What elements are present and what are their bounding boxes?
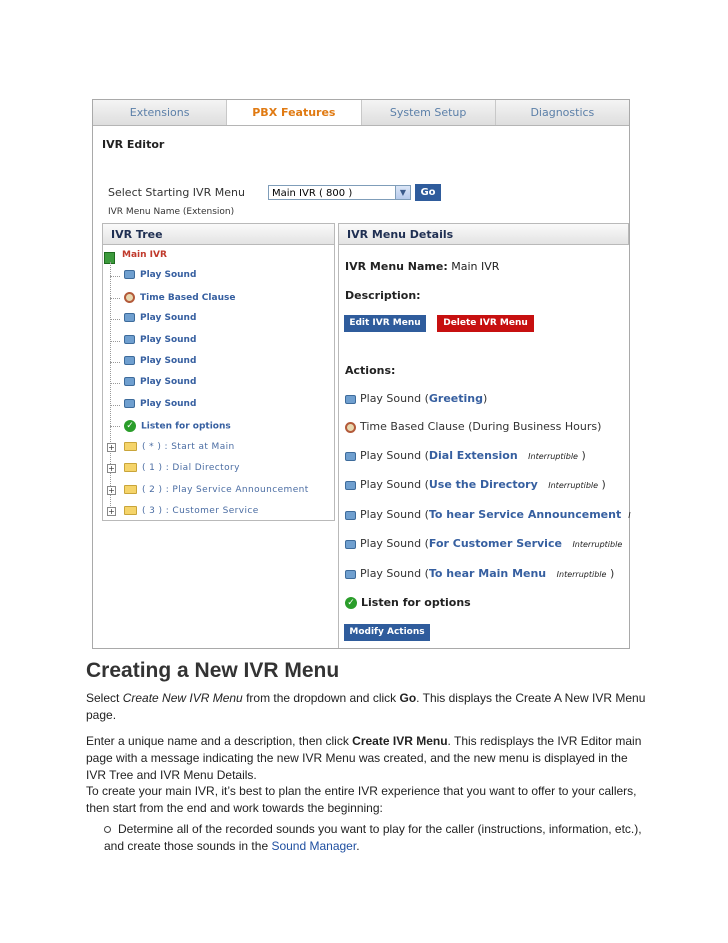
tree-folder-label: ( 2 ) : Play Service Announcement	[142, 485, 309, 495]
tab-system-setup[interactable]: System Setup	[362, 100, 496, 125]
tree-folder-service-announcement[interactable]	[124, 485, 309, 495]
speech-icon	[345, 540, 356, 549]
expand-icon[interactable]: +	[108, 507, 115, 516]
modify-actions-button[interactable]: Modify Actions	[344, 624, 430, 641]
tree-item-label: Play Sound	[140, 335, 197, 345]
action-text: )	[601, 478, 606, 491]
action-link[interactable]: Dial Extension	[428, 449, 518, 462]
action-text: Listen for options	[361, 596, 471, 609]
clock-icon	[124, 292, 135, 303]
tree-folder-label: ( 3 ) : Customer Service	[142, 506, 259, 516]
folder-icon	[124, 442, 137, 451]
expand-icon[interactable]: +	[108, 486, 115, 495]
text: Determine all of the recorded sounds you want to play for the caller (instructions, information, etc.), and create those sounds in the	[104, 822, 642, 853]
go-button[interactable]: Go	[415, 184, 441, 201]
text-italic: Create New IVR Menu	[122, 691, 243, 705]
tree-item-play-sound[interactable]	[124, 335, 196, 345]
action-text: Play Sound (	[360, 537, 429, 550]
select-ivr-label: Select Starting IVR Menu	[108, 186, 245, 199]
action-link[interactable]: Use the Directory	[428, 478, 538, 491]
tree-connector-h	[110, 405, 120, 406]
tree-folder-customer-service[interactable]	[124, 506, 259, 516]
action-link[interactable]: For Customer Service	[428, 537, 562, 550]
tree-connector	[110, 262, 111, 514]
tree-connector-h	[110, 362, 120, 363]
folder-icon	[124, 463, 137, 472]
tree-item-play-sound[interactable]	[124, 270, 196, 280]
interruptible-tag: Interruptible	[528, 452, 578, 461]
tree-connector-h	[110, 319, 120, 320]
tree-item-listen-for-options[interactable]	[124, 420, 231, 432]
speech-icon	[124, 270, 135, 279]
ivr-details-panel	[338, 245, 629, 648]
tree-folder-dial-directory[interactable]	[124, 463, 240, 473]
ivr-tree-header: IVR Tree	[102, 223, 335, 245]
delete-ivr-menu-button[interactable]: Delete IVR Menu	[437, 315, 534, 332]
tree-item-label: Play Sound	[140, 270, 197, 280]
text-bold: Create IVR Menu	[352, 734, 448, 748]
speech-icon	[345, 395, 356, 404]
action-text: )	[609, 567, 615, 580]
text-bold: Go	[399, 691, 417, 705]
action-main-menu[interactable]	[345, 567, 614, 580]
check-icon: ✓	[345, 597, 357, 609]
text: . This redisplays the IVR Editor main page with a message indicating the new IVR Menu was created, and the new menu is displayed in the IVR Tree and IVR Menu Details.	[86, 734, 642, 782]
interruptible-tag: Interruptible	[548, 481, 599, 490]
action-service-announcement[interactable]	[345, 508, 631, 521]
tree-item-play-sound[interactable]	[124, 356, 196, 366]
ivr-menu-name-label: IVR Menu Name:	[345, 260, 448, 273]
paragraph-2	[86, 733, 646, 784]
speech-icon	[345, 570, 356, 579]
interruptible-tag: Interruptible	[572, 540, 623, 549]
sound-manager-link[interactable]: Sound Manager	[271, 839, 357, 853]
bullet-icon	[104, 826, 111, 833]
tree-item-label: Play Sound	[140, 399, 197, 409]
text: . This displays the Create A New IVR Menu page.	[86, 691, 646, 722]
tree-item-time-based-clause[interactable]	[124, 292, 235, 303]
text: Select	[86, 691, 123, 705]
speech-icon	[124, 335, 135, 344]
clock-icon	[345, 422, 356, 433]
action-play-greeting[interactable]	[345, 392, 487, 405]
tree-item-play-sound[interactable]	[124, 313, 196, 323]
actions-label: Actions:	[345, 364, 396, 377]
speech-icon	[345, 452, 356, 461]
ivr-menu-name-hint: IVR Menu Name (Extension)	[108, 207, 235, 217]
tree-folder-label: ( 1 ) : Dial Directory	[142, 463, 240, 473]
tree-item-label: Listen for options	[141, 421, 231, 432]
action-text: )	[581, 449, 586, 462]
tree-item-label: Play Sound	[140, 377, 197, 387]
tree-connector-h	[110, 298, 120, 299]
description-label: Description:	[345, 289, 421, 302]
speech-icon	[124, 377, 135, 386]
bullet-item	[104, 821, 644, 855]
main-tabs	[93, 100, 629, 126]
action-link[interactable]: To hear Service Announcement	[428, 508, 622, 521]
action-text: Play Sound (	[360, 449, 429, 462]
page-title: IVR Editor	[102, 138, 165, 151]
action-text: )	[482, 392, 488, 405]
action-use-directory[interactable]	[345, 478, 606, 491]
folder-icon	[124, 485, 137, 494]
text: from the dropdown and click	[242, 691, 400, 705]
expand-icon[interactable]: +	[108, 464, 115, 473]
ivr-menu-name-value: Main IVR	[451, 260, 500, 273]
tree-item-label: Play Sound	[140, 313, 197, 323]
action-text: Time Based Clause (During Business Hours)	[360, 420, 602, 433]
expand-icon[interactable]: +	[108, 443, 115, 452]
ivr-menu-select-value: Main IVR ( 800 )	[272, 188, 353, 199]
paragraph-1	[86, 690, 646, 724]
ivr-editor-screenshot	[92, 99, 630, 649]
ivr-menu-name	[345, 260, 499, 273]
speech-icon	[124, 399, 135, 408]
action-time-based-clause[interactable]	[345, 420, 601, 433]
interruptible-tag: Interruptible	[556, 570, 607, 579]
tree-item-play-sound[interactable]	[124, 377, 196, 387]
tree-item-play-sound[interactable]	[124, 399, 196, 409]
folder-icon	[124, 506, 137, 515]
action-listen-for-options[interactable]	[345, 596, 471, 609]
tab-pbx-features[interactable]: PBX Features	[227, 100, 361, 125]
tree-connector-h	[110, 383, 120, 384]
tree-connector-h	[110, 276, 120, 277]
speech-icon	[124, 313, 135, 322]
tree-connector-h	[110, 426, 120, 427]
action-text: Play Sound (	[360, 567, 429, 580]
tab-diagnostics[interactable]: Diagnostics	[530, 106, 595, 119]
tree-item-label: Time Based Clause	[140, 293, 236, 303]
action-dial-extension[interactable]	[345, 449, 586, 462]
tree-root-main-ivr[interactable]: Main IVR	[122, 250, 167, 260]
ivr-details-header: IVR Menu Details	[338, 223, 629, 245]
action-text: Play Sound (	[360, 508, 429, 521]
action-text: Play Sound (	[360, 478, 429, 491]
action-link[interactable]: To hear Main Menu	[428, 567, 547, 580]
speech-icon	[124, 356, 135, 365]
speech-icon	[345, 511, 356, 520]
action-text: Play Sound (	[360, 392, 429, 405]
action-customer-service[interactable]	[345, 537, 622, 550]
edit-ivr-menu-button[interactable]: Edit IVR Menu	[344, 315, 426, 332]
speech-icon	[345, 481, 356, 490]
action-link[interactable]: Greeting	[428, 392, 483, 405]
text: Enter a unique name and a description, then click	[86, 734, 353, 748]
tab-extensions[interactable]: Extensions	[93, 100, 227, 125]
tree-item-label: Play Sound	[140, 356, 197, 366]
paragraph-3: To create your main IVR, it’s best to plan the entire IVR experience that you want to offer to your callers, then start from the end and work towards the beginning:	[86, 784, 637, 815]
tree-folder-start-at-main[interactable]	[124, 442, 235, 452]
ivr-menu-select[interactable]	[268, 185, 411, 200]
section-heading: Creating a New IVR Menu	[86, 659, 340, 682]
tree-folder-label: ( * ) : Start at Main	[142, 442, 235, 452]
chevron-down-icon[interactable]: ▼	[395, 186, 410, 199]
text: .	[356, 839, 360, 853]
check-icon: ✓	[124, 420, 136, 432]
interruptible-tag: I	[628, 511, 631, 520]
tree-connector-h	[110, 341, 120, 342]
